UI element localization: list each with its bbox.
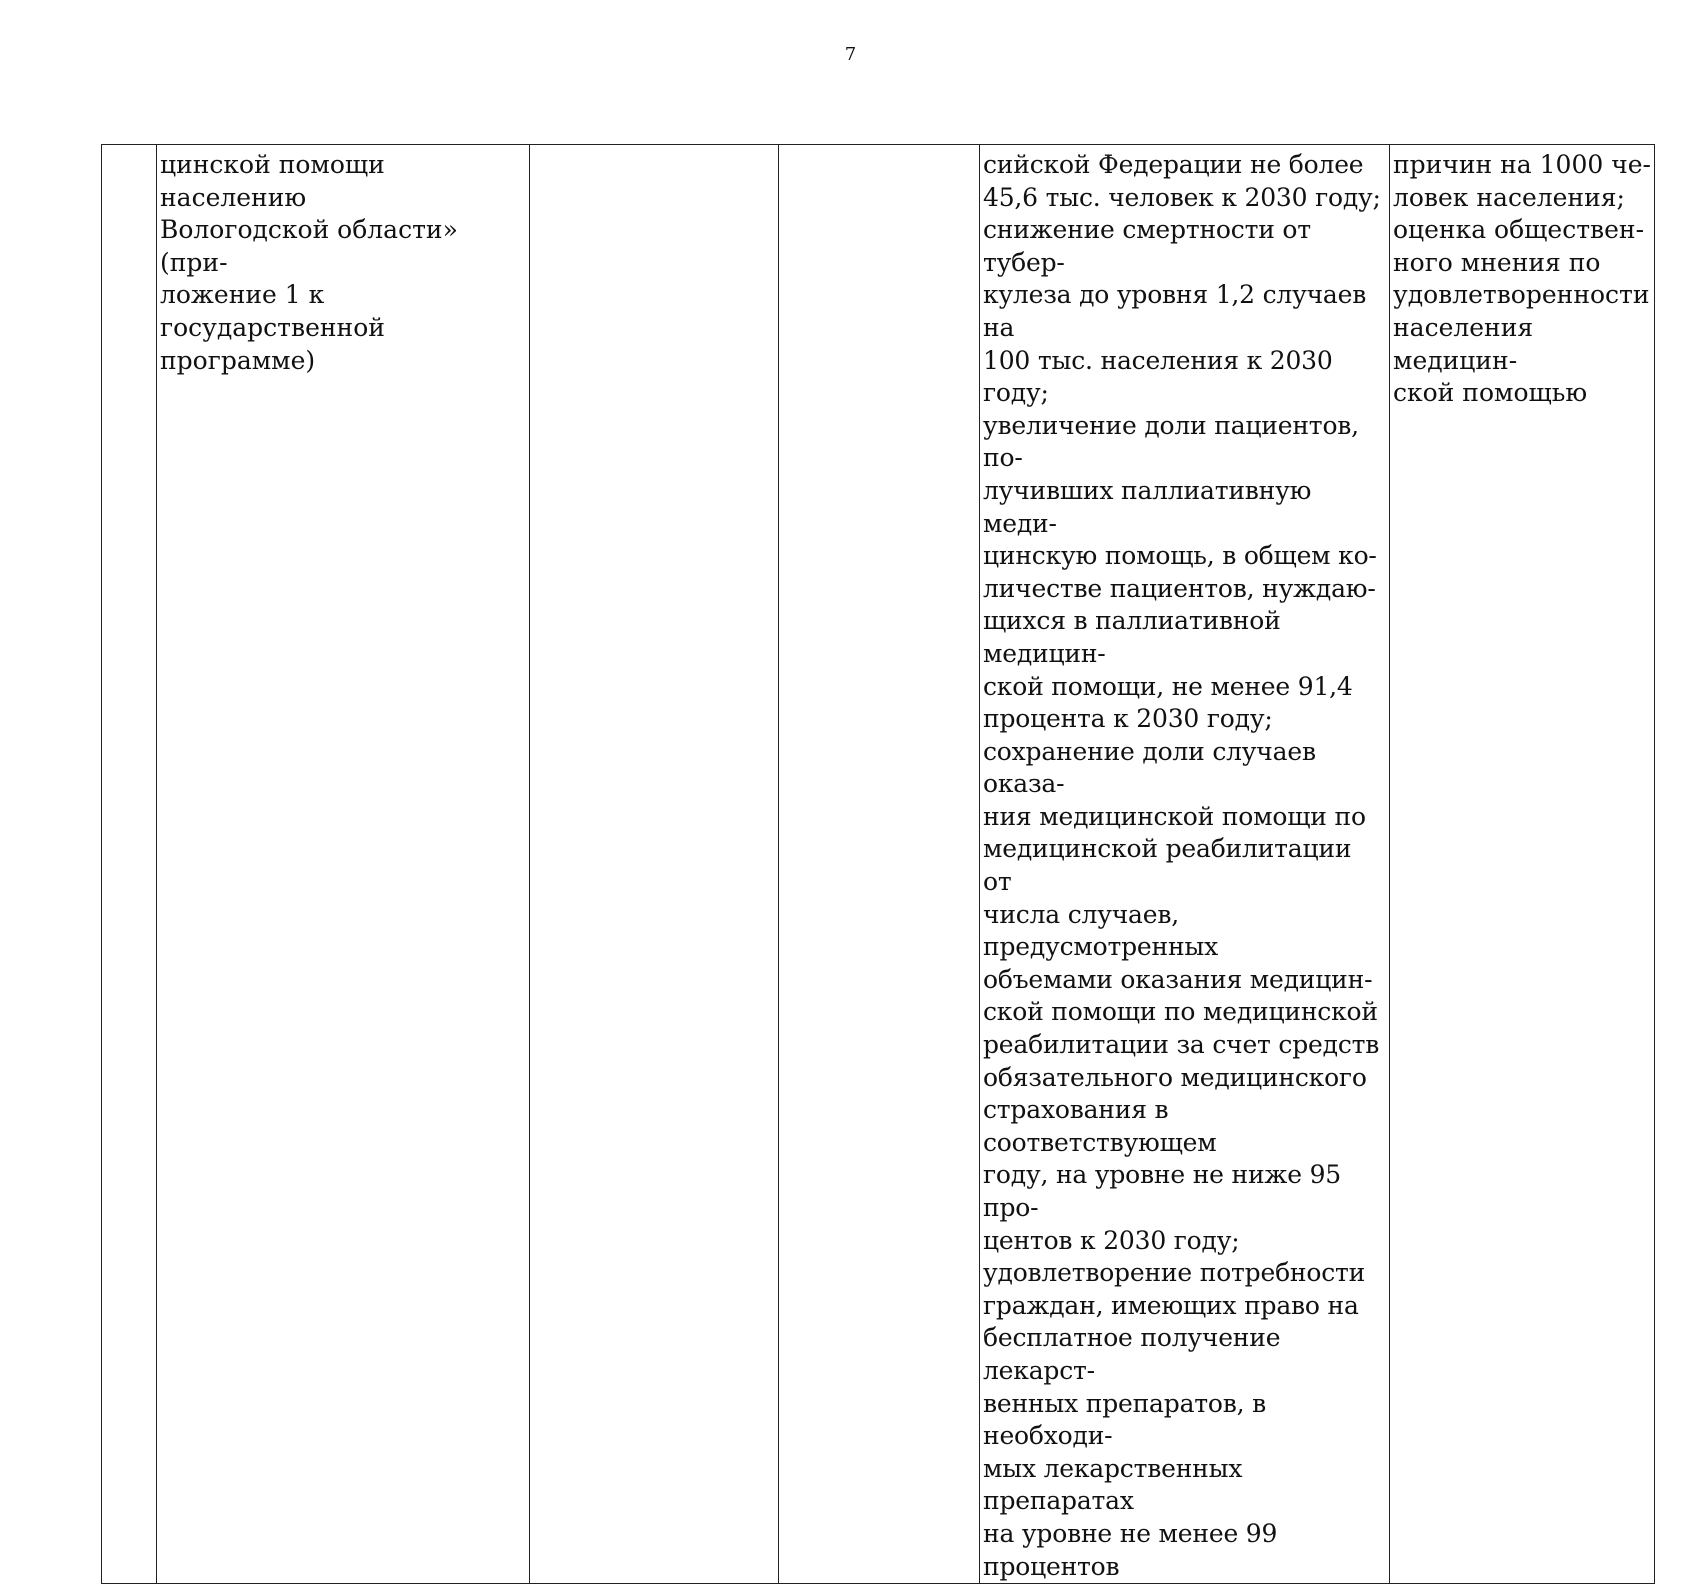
target-indicators-cell: сийской Федерации не более 45,6 тыс. человек к 2030 году; снижение смертности от тубер- кулеза до уровня 1,2 случаев на 100 тыс. населения к 2030 году; увеличение доли пациентов, по- лучивших паллиативную меди- цинскую помощь, в общем ко- личестве пациентов, нуждаю- щихся в паллиативной медицин- ской помощи, не менее 91,4 процента к 2030 году; сохранение доли случаев оказа- ния медицинской помощи по медицинской реабилитации от числа случаев, предусмотренных объемами оказания медицин- ской помощи по медицинской реабилитации за счет средств обязательного медицинского страхования в соответствующем году, на уровне не ниже 95 про- центов к 2030 году; удовлетворение потребности граждан, имеющих право на бесплатное получение лекарст- венных препаратов, в необходи- мых лекарственных препаратах на уровне не менее 99 процентов (980, 145, 1390, 1584)
program-table (101, 144, 1655, 1584)
empty-cell-4 (779, 145, 980, 1584)
program-name-cell: цинской помощи населению Вологодской области» (при- ложение 1 к государственной программе) (157, 145, 530, 1584)
table-row (102, 145, 1655, 1584)
result-indicators-cell: причин на 1000 че- ловек населения; оценка обществен- ного мнения по удовлетворенности населения медицин- ской помощью (1390, 145, 1655, 1584)
empty-cell-3 (530, 145, 779, 1584)
number-cell (102, 145, 157, 1584)
page-number: 7 (844, 44, 857, 65)
